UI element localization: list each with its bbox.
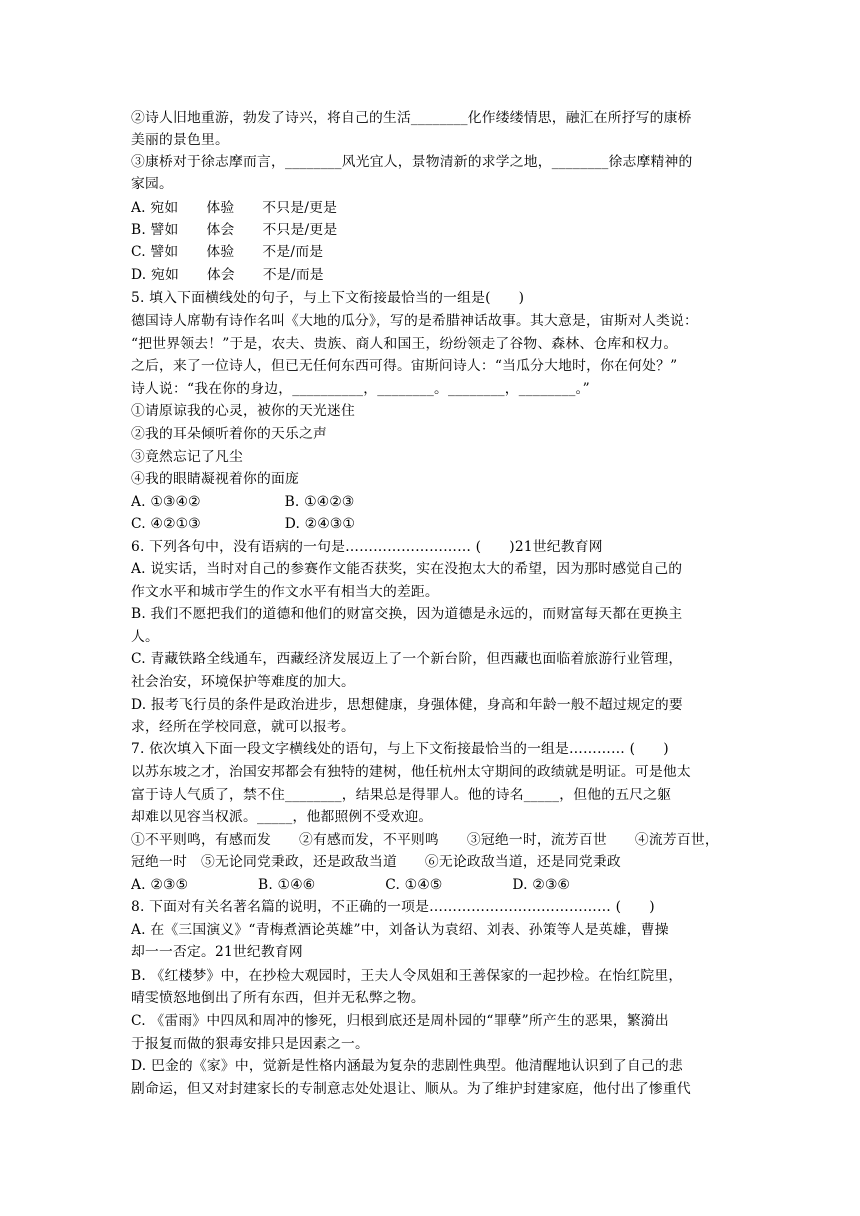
text-line: 美丽的景色里。 — [131, 132, 229, 148]
text-line: A. ②③⑤ B. ①④⑥ C. ①④⑤ D. ②③⑥ — [131, 877, 570, 893]
text-line: 6. 下列各句中，没有语病的一句是……………………… ( )21世纪教育网 — [131, 539, 603, 555]
text-line: 富于诗人气质了，禁不住________，结果总是得罪人。他的诗名_____，但他的五尺之躯 — [131, 787, 672, 803]
text-line: A. ①③④② B. ①④②③ — [131, 494, 355, 510]
text-line: 冠绝一时 ⑤无论同党秉政，还是政敌当道 ⑥无论政敌当道，还是同党秉政 — [131, 854, 621, 870]
text-line: ③竟然忘记了凡尘 — [131, 449, 243, 465]
text-line: D. 报考飞行员的条件是政治进步，思想健康，身强体健，身高和年龄一般不超过规定的要 — [131, 697, 683, 713]
text-line: D. 巴金的《家》中，觉新是性格内涵最为复杂的悲剧性典型。他清醒地认识到了自己的悲 — [131, 1058, 683, 1074]
text-line: 之后，来了一位诗人，但已无任何东西可得。宙斯问诗人：“当瓜分大地时，你在何处？” — [131, 358, 678, 374]
text-line: 诗人说：“我在你的身边，__________，________。________，________。” — [131, 381, 590, 397]
text-line: A. 说实话，当时对自己的参赛作文能否获奖，实在没抱太大的希望，因为那时感觉自己的 — [131, 561, 683, 577]
text-line: A. 宛如 体验 不只是/更是 — [131, 200, 338, 216]
text-line: 7. 依次填入下面一段文字横线处的语句，与上下文衔接最恰当的一组是………… ( ) — [131, 741, 669, 757]
text-line: 却一一否定。21世纪教育网 — [131, 944, 303, 960]
text-line: C. 《雷雨》中四凤和周冲的惨死，归根到底还是周朴园的“罪孽”所产生的恶果，繁漪出 — [131, 1013, 669, 1029]
text-line: B. 我们不愿把我们的道德和他们的财富交换，因为道德是永远的，而财富每天都在更换主 — [131, 606, 683, 622]
text-line: 社会治安，环境保护等难度的加大。 — [131, 674, 355, 690]
text-line: C. 青藏铁路全线通车，西藏经济发展迈上了一个新台阶，但西藏也面临着旅游行业管理， — [131, 651, 683, 667]
text-line: 求，经所在学校同意，就可以报考。 — [131, 719, 355, 735]
text-line: 却难以见容当权派。_____，他都照例不受欢迎。 — [131, 809, 433, 825]
text-line: 5. 填入下面横线处的句子，与上下文衔接最恰当的一组是( ) — [131, 290, 525, 306]
text-line: 以苏东坡之才，治国安邦都会有独特的建树，他任杭州太守期间的政绩就是明证。可是他太 — [131, 764, 691, 780]
text-line: ③康桥对于徐志摩而言，________风光宜人，景物清新的求学之地，________徐志摩精神的 — [131, 154, 693, 170]
text-line: ②我的耳朵倾听着你的天乐之声 — [131, 426, 327, 442]
text-line: ④我的眼睛凝视着你的面庞 — [131, 471, 299, 487]
text-line: C. ④②①③ D. ②④③① — [131, 516, 355, 532]
text-line: 于报复而做的狠毒安排只是因素之一。 — [131, 1036, 369, 1052]
text-line: “把世界领去！”于是，农夫、贵族、商人和国王，纷纷领走了谷物、森林、仓库和权力。 — [131, 336, 678, 352]
text-line: 晴雯愤怒地倒出了所有东西，但并无私弊之物。 — [131, 990, 425, 1006]
text-line: 人。 — [131, 629, 159, 645]
text-line: B. 譬如 体会 不只是/更是 — [131, 222, 338, 238]
text-line: ①请原谅我的心灵，被你的天光迷住 — [131, 403, 355, 419]
text-line: 8. 下面对有关名著名篇的说明，不正确的一项是………………………………… ( ) — [131, 899, 655, 915]
text-line: 家园。 — [131, 176, 173, 192]
text-line: 剧命运，但又对封建家长的专制意志处处退让、顺从。为了维护封建家庭，他付出了惨重代 — [131, 1081, 691, 1097]
text-line: A. 在《三国演义》“青梅煮酒论英雄”中，刘备认为袁绍、刘表、孙策等人是英雄，曹操 — [131, 922, 669, 938]
text-line: B. 《红楼梦》中，在抄检大观园时，王夫人令凤姐和王善保家的一起抄检。在怡红院里， — [131, 968, 683, 984]
text-line: ②诗人旧地重游，勃发了诗兴，将自己的生活________化作缕缕情思，融汇在所抒写的康桥 — [131, 110, 692, 126]
text-line: 德国诗人席勒有诗作名叫《大地的瓜分》，写的是希腊神话故事。其大意是，宙斯对人类说： — [131, 313, 698, 329]
text-line: ①不平则鸣，有感而发 ②有感而发，不平则鸣 ③冠绝一时，流芳百世 ④流芳百世， — [131, 832, 719, 848]
text-line: 作文水平和城市学生的作文水平有相当大的差距。 — [131, 584, 439, 600]
text-line: D. 宛如 体会 不是/而是 — [131, 267, 324, 283]
text-line: C. 譬如 体验 不是/而是 — [131, 244, 324, 260]
